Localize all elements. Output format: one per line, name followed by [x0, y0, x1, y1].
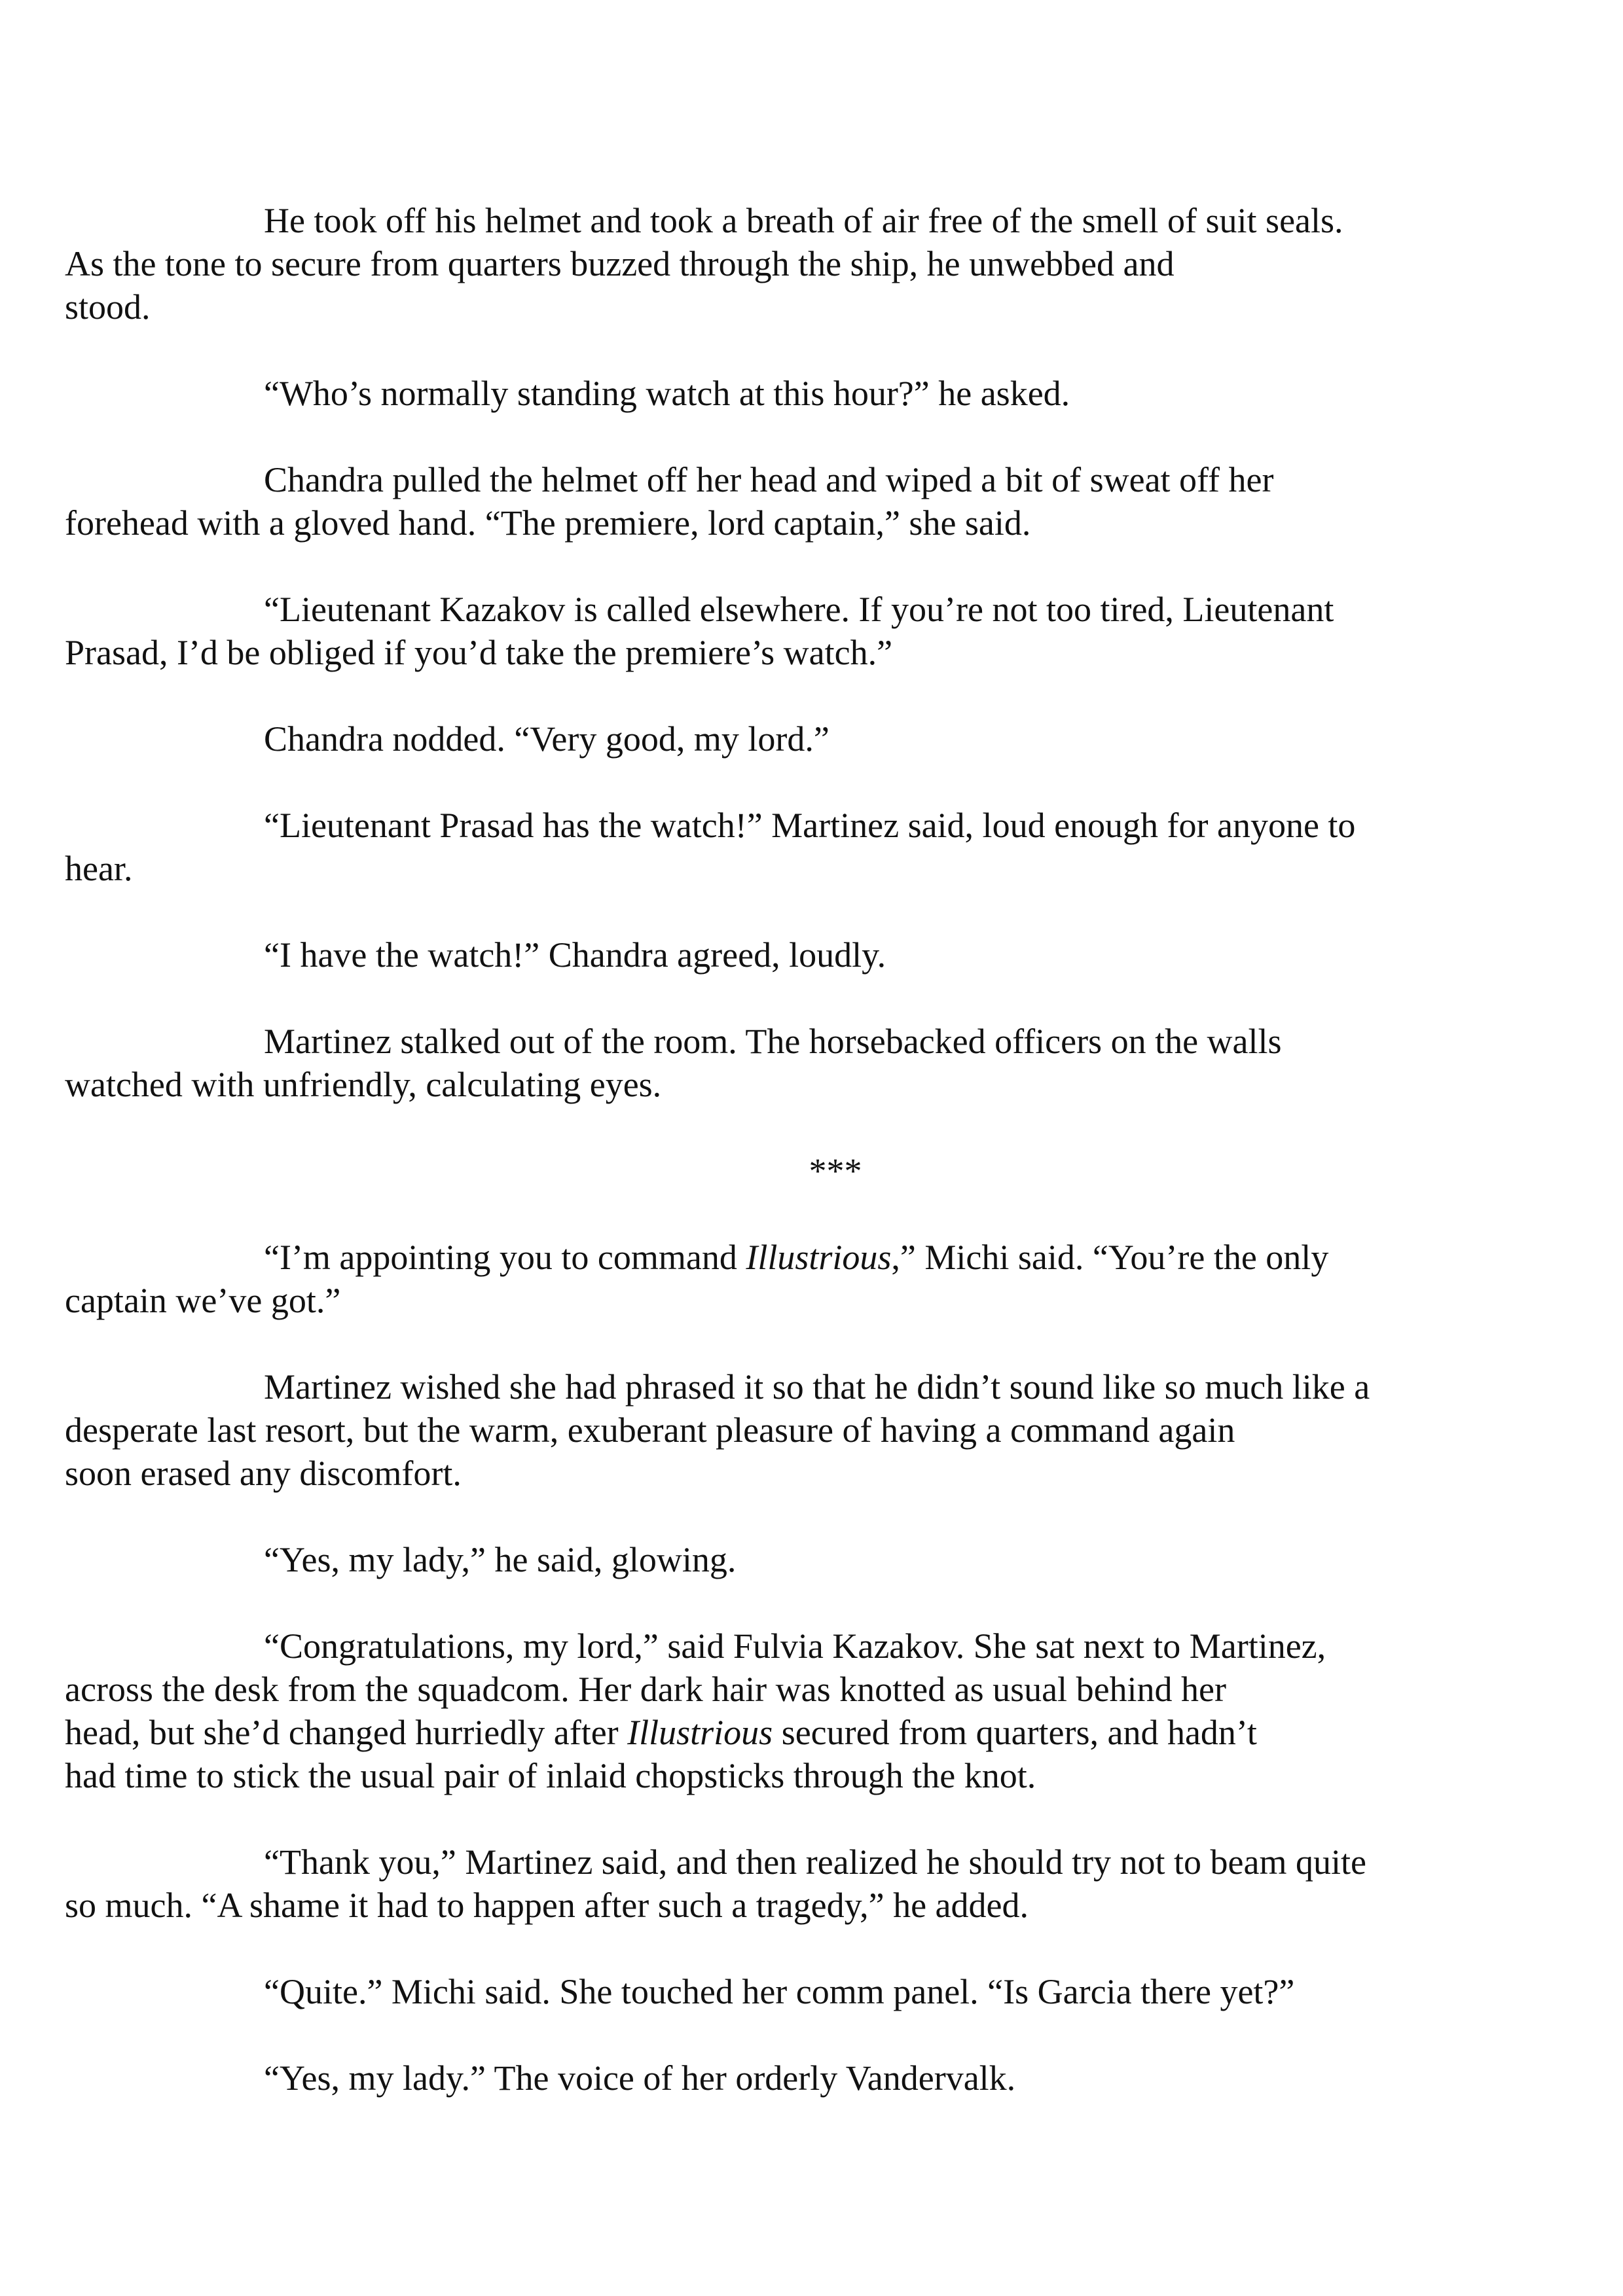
text-line: “Quite.” Michi said. She touched her comm panel. “Is Garcia there yet?” — [264, 1972, 1295, 2011]
paragraph-prasad-has-watch — [65, 804, 1480, 890]
text-run: “I’m appointing you to command — [264, 1238, 746, 1277]
paragraph-i-have-watch — [164, 933, 1480, 977]
paragraph-appointing — [65, 1236, 1480, 1322]
text-line: “Yes, my lady.” The voice of her orderly Vandervalk. — [264, 2058, 1016, 2098]
paragraph-helmet — [65, 199, 1480, 329]
text-run: head, but she’d changed hurriedly after — [65, 1713, 628, 1752]
body-text — [65, 199, 1480, 2143]
text-line: desperate last resort, but the warm, exuberant pleasure of having a command again — [65, 1410, 1235, 1450]
text-line: hear. — [65, 849, 133, 888]
paragraph-vandervalk — [164, 2056, 1480, 2100]
text-line: As the tone to secure from quarters buzzed through the ship, he unwebbed and — [65, 244, 1175, 283]
ship-name: Illustrious — [627, 1713, 773, 1752]
ship-name: Illustrious — [746, 1238, 892, 1277]
text-line: Chandra nodded. “Very good, my lord.” — [264, 719, 830, 759]
paragraph-congratulations — [65, 1624, 1480, 1797]
paragraph-quite — [164, 1970, 1480, 2013]
paragraph-chandra-helmet — [65, 458, 1480, 545]
paragraph-chandra-nodded — [164, 717, 1480, 761]
paragraph-martinez-wished — [65, 1365, 1480, 1495]
text-line: stood. — [65, 287, 151, 327]
text-line — [65, 1711, 1480, 1754]
text-line: Martinez stalked out of the room. The horsebacked officers on the walls — [264, 1022, 1282, 1061]
text-line: “I have the watch!” Chandra agreed, loudly. — [264, 935, 886, 975]
paragraph-kazakov-elsewhere — [65, 588, 1480, 674]
paragraph-thank-you — [65, 1840, 1480, 1927]
text-line: soon erased any discomfort. — [65, 1454, 462, 1493]
text-run: ,” Michi said. “You’re the only — [891, 1238, 1329, 1277]
text-line: forehead with a gloved hand. “The premiere, lord captain,” she said. — [65, 503, 1031, 543]
text-line: “Congratulations, my lord,” said Fulvia Kazakov. She sat next to Martinez, — [264, 1626, 1326, 1666]
text-line: watched with unfriendly, calculating eyes. — [65, 1065, 662, 1104]
text-line: so much. “A shame it had to happen after such a tragedy,” he added. — [65, 1886, 1029, 1925]
scene-separator: *** — [809, 1151, 862, 1191]
text-line: “Lieutenant Prasad has the watch!” Martinez said, loud enough for anyone to — [264, 806, 1356, 845]
text-line: “Thank you,” Martinez said, and then realized he should try not to beam quite — [264, 1842, 1366, 1882]
text-line: “Who’s normally standing watch at this hour?” he asked. — [264, 374, 1070, 413]
text-line: “Lieutenant Kazakov is called elsewhere. If you’re not too tired, Lieutenant — [264, 590, 1334, 629]
text-line: Martinez wished she had phrased it so that he didn’t sound like so much like a — [264, 1367, 1370, 1407]
text-line — [164, 1236, 1480, 1279]
text-run: secured from quarters, and hadn’t — [773, 1713, 1257, 1752]
text-line: Chandra pulled the helmet off her head and wiped a bit of sweat off her — [264, 460, 1274, 499]
paragraph-yes-my-lady-glowing — [164, 1538, 1480, 1581]
text-line: Prasad, I’d be obliged if you’d take the premiere’s watch.” — [65, 633, 893, 672]
text-line: He took off his helmet and took a breath of air free of the smell of suit seals. — [264, 201, 1343, 240]
text-line: had time to stick the usual pair of inlaid chopsticks through the knot. — [65, 1756, 1036, 1795]
text-line: across the desk from the squadcom. Her dark hair was knotted as usual behind her — [65, 1670, 1226, 1709]
text-line: captain we’ve got.” — [65, 1281, 341, 1320]
paragraph-martinez-stalked — [65, 1020, 1480, 1106]
paragraph-who-standing-watch — [164, 372, 1480, 415]
text-line: “Yes, my lady,” he said, glowing. — [264, 1540, 737, 1579]
